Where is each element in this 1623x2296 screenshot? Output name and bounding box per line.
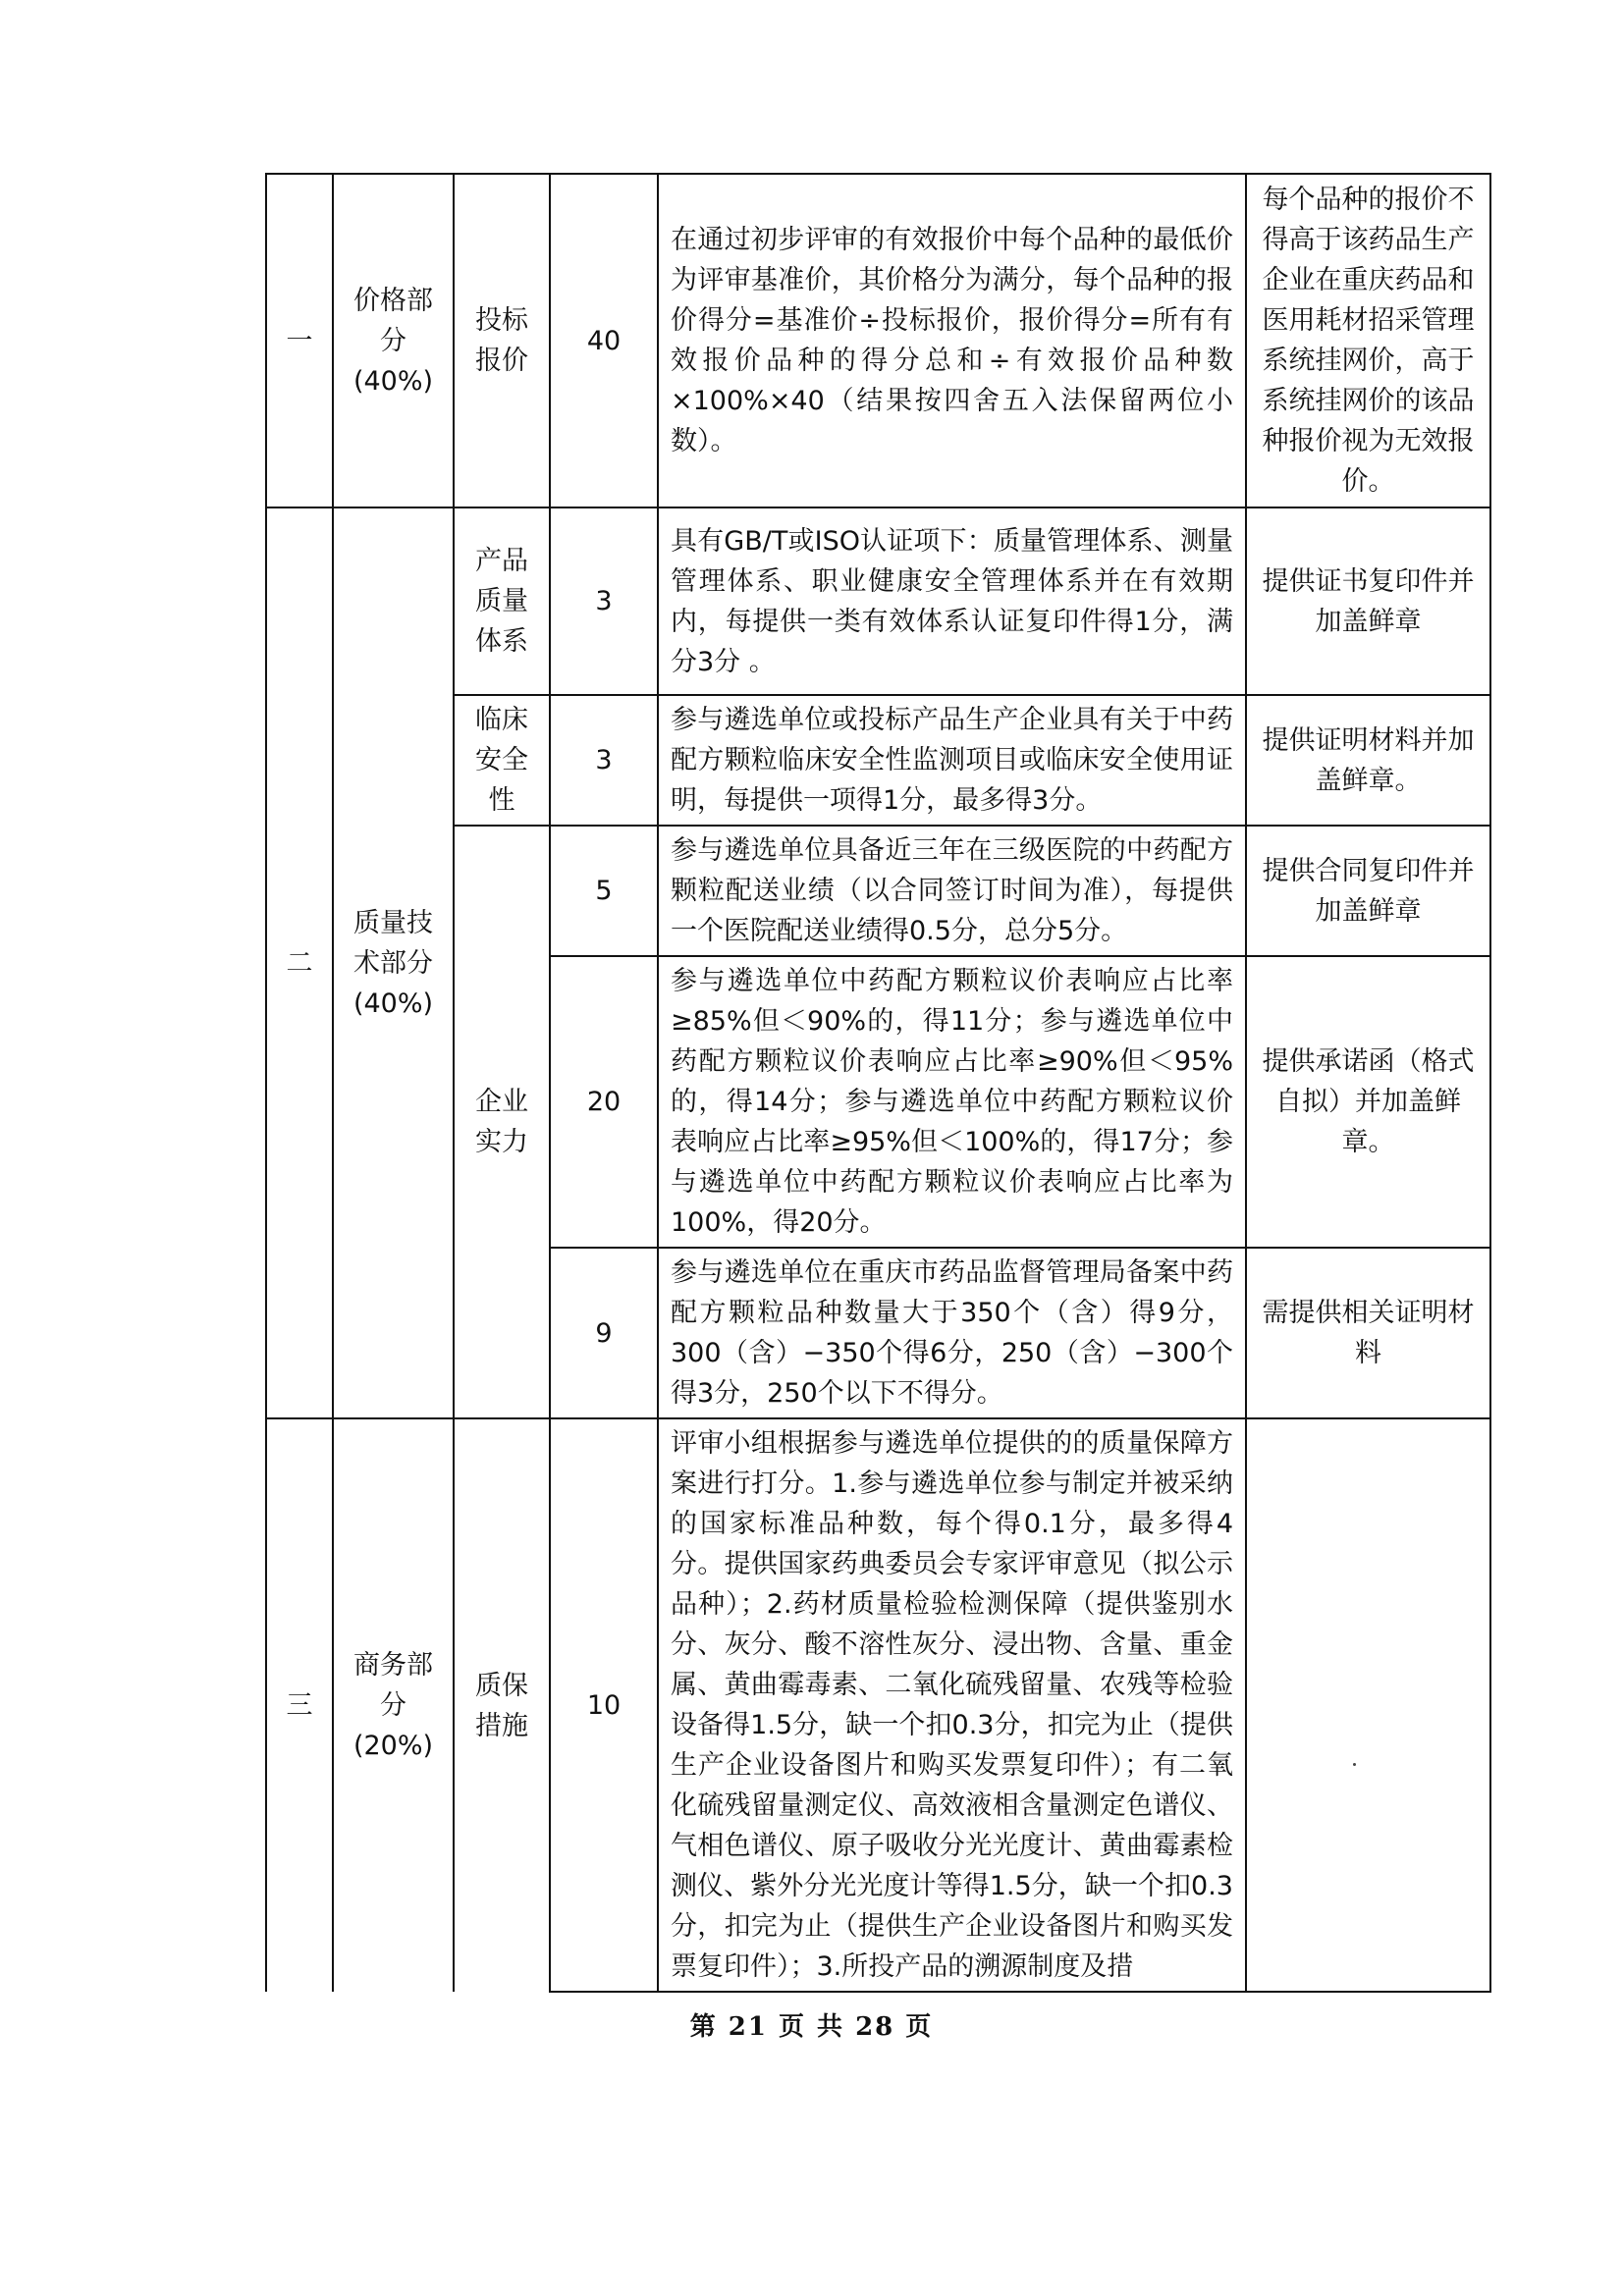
item-name: 企业实力	[454, 826, 550, 1418]
item-note: 提供证书复印件并加盖鲜章	[1246, 507, 1490, 695]
item-description: 具有GB/T或ISO认证项下：质量管理体系、测量管理体系、职业健康安全管理体系并在有效期内，每提供一类有效体系认证复印件得1分，满分3分 。	[658, 507, 1246, 695]
section-number: 一	[266, 174, 333, 507]
page-number: 第 21 页 共 28 页	[689, 2012, 934, 2042]
table-row	[266, 174, 1490, 507]
item-description: 评审小组根据参与遴选单位提供的的质量保障方案进行打分。1.参与遴选单位参与制定并被采纳的国家标准品种数，每个得0.1分，最多得4分。提供国家药典委员会专家评审意见（拟公示品种）；2.药材质量检验检测保障（提供鉴别水分、灰分、酸不溶性灰分、浸出物、含量、重金属、黄曲霉毒素、二氧化硫残留量、农残等检验设备得1.5分，缺一个扣0.3分，扣完为止（提供生产企业设备图片和购买发票复印件）；有二氧化硫残留量测定仪、高效液相含量测定色谱仪、气相色谱仪、原子吸收分光光度计、黄曲霉素检测仪、紫外分光光度计等得1.5分，缺一个扣0.3分，扣完为止（提供生产企业设备图片和购买发票复印件）；3.所投产品的溯源制度及措	[658, 1418, 1246, 1992]
item-description: 参与遴选单位在重庆市药品监督管理局备案中药配方颗粒品种数量大于350个（含）得9分，300（含）−350个得6分，250（含）−300个得3分，250个以下不得分。	[658, 1248, 1246, 1418]
item-score: 40	[550, 174, 658, 507]
section-name: 价格部分(40%)	[333, 174, 454, 507]
item-description: 参与遴选单位或投标产品生产企业具有关于中药配方颗粒临床安全性监测项目或临床安全使用证明，每提供一项得1分，最多得3分。	[658, 695, 1246, 826]
item-name: 投标报价	[454, 174, 550, 507]
item-note: 每个品种的报价不得高于该药品生产企业在重庆药品和医用耗材招采管理系统挂网价，高于系统挂网价的该品种报价视为无效报价。	[1246, 174, 1490, 507]
section-number: 三	[266, 1418, 333, 1992]
scoring-table	[265, 173, 1491, 1993]
scan-speck	[1353, 1763, 1356, 1766]
item-note: 提供承诺函（格式自拟）并加盖鲜章。	[1246, 956, 1490, 1248]
section-number: 二	[266, 507, 333, 1418]
item-score: 9	[550, 1248, 658, 1418]
item-description: 参与遴选单位中药配方颗粒议价表响应占比率≥85%但＜90%的，得11分；参与遴选单位中药配方颗粒议价表响应占比率≥90%但＜95%的，得14分；参与遴选单位中药配方颗粒议价表响应占比率≥95%但＜100%的，得17分；参与遴选单位中药配方颗粒议价表响应占比率为100%，得20分。	[658, 956, 1246, 1248]
item-name: 产品质量体系	[454, 507, 550, 695]
section-name: 商务部分(20%)	[333, 1418, 454, 1992]
item-name: 质保措施	[454, 1418, 550, 1992]
item-description: 在通过初步评审的有效报价中每个品种的最低价为评审基准价，其价格分为满分，每个品种的报价得分=基准价÷投标报价，报价得分=所有有效报价品种的得分总和÷有效报价品种数×100%×40（结果按四舍五入法保留两位小数）。	[658, 174, 1246, 507]
item-score: 3	[550, 695, 658, 826]
item-name: 临床安全性	[454, 695, 550, 826]
section-name: 质量技术部分(40%)	[333, 507, 454, 1418]
item-note: 提供证明材料并加盖鲜章。	[1246, 695, 1490, 826]
item-score: 20	[550, 956, 658, 1248]
table-row	[266, 507, 1490, 695]
item-score: 3	[550, 507, 658, 695]
table-row	[266, 1418, 1490, 1992]
item-score: 5	[550, 826, 658, 956]
item-note: 提供合同复印件并加盖鲜章	[1246, 826, 1490, 956]
item-note	[1246, 1418, 1490, 1992]
item-description: 参与遴选单位具备近三年在三级医院的中药配方颗粒配送业绩（以合同签订时间为准），每提供一个医院配送业绩得0.5分，总分5分。	[658, 826, 1246, 956]
item-note: 需提供相关证明材料	[1246, 1248, 1490, 1418]
item-score: 10	[550, 1418, 658, 1992]
